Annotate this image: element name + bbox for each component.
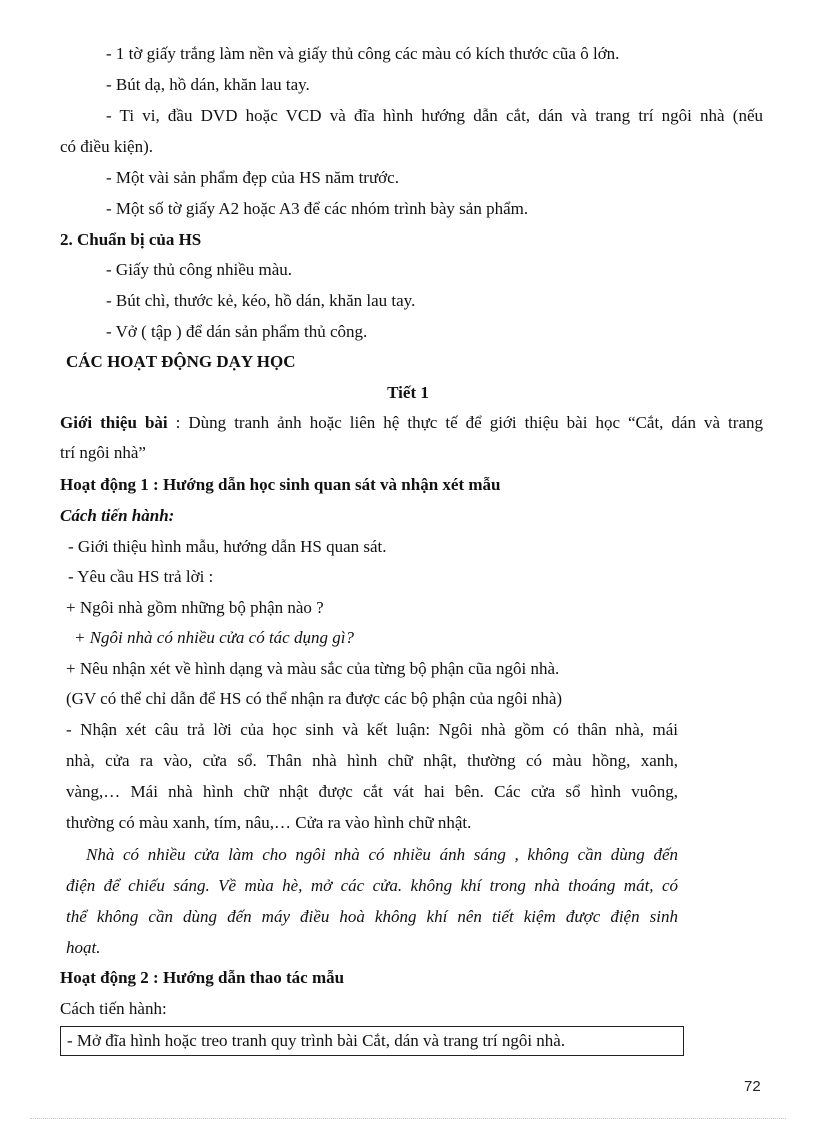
conclusion-line-1: - Nhận xét câu trả lời của học sinh và kết luận: Ngôi nhà gồm có thân nhà, mái [66,720,678,739]
energy-note-line-1: Nhà có nhiều cửa làm cho ngôi nhà có nhiều ánh sáng , không cần dùng đến [86,845,678,864]
intro-line-2: trí ngôi nhà” [60,443,146,462]
hs-material-3: - Vở ( tập ) để dán sản phẩm thủ công. [106,322,368,341]
energy-note-line-2: điện để chiếu sáng. Về mùa hè, mở các cửa. không khí trong nhà thoáng mát, có [66,876,678,895]
page-number: 72 [744,1078,761,1095]
material-line-1: - 1 tờ giấy trắng làm nền và giấy thủ công các màu có kích thước cũa ô lớn. [106,44,620,63]
activity-2-method-label: Cách tiến hành: [60,999,167,1018]
intro-line-1 [60,412,763,434]
material-line-3-cont: có điều kiện). [60,137,153,156]
activity-2-heading: Hoạt động 2 : Hướng dẫn thao tác mẫu [60,968,345,987]
footer-divider [30,1118,786,1119]
question-1: + Ngôi nhà gồm những bộ phận nào ? [66,598,324,617]
intro-label: Giới thiệu bài [60,413,168,432]
section-heading-hs: 2. Chuẩn bị của HS [60,230,202,249]
question-3: + Nêu nhận xét về hình dạng và màu sắc của từng bộ phận cũa ngôi nhà. [66,659,560,678]
hs-material-2: - Bút chì, thước kẻ, kéo, hồ dán, khăn lau tay. [106,291,416,310]
boxed-step-text: - Mở đĩa hình hoặc treo tranh quy trình bài Cắt, dán và trang trí ngôi nhà. [67,1031,566,1050]
energy-note-line-3: thể không cần dùng đến máy điều hoà không khí nên tiết kiệm được điện sinh [66,907,678,926]
energy-note-line-4: hoạt. [66,938,101,957]
question-2: + Ngôi nhà có nhiều cửa có tác dụng gì? [74,628,354,647]
activity-1-method-label: Cách tiến hành: [60,506,175,525]
conclusion-line-3: vàng,… Mái nhà hình chữ nhật được cắt vát hai bên. Các cửa sổ hình vuông, [66,782,678,801]
conclusion-line-4: thường có màu xanh, tím, nâu,… Cửa ra vào hình chữ nhật. [66,813,472,832]
lesson-period-title: Tiết 1 [387,383,429,402]
material-line-4: - Một vài sản phẩm đẹp của HS năm trước. [106,168,399,187]
section-heading-activities: CÁC HOẠT ĐỘNG DẠY HỌC [66,352,296,371]
teacher-note: (GV có thể chỉ dẫn để HS có thể nhận ra được các bộ phận của ngôi nhà) [66,689,563,708]
activity-1-step-2: - Yêu cầu HS trả lời : [68,567,214,586]
activity-1-step-1: - Giới thiệu hình mẫu, hướng dẫn HS quan sát. [68,537,387,556]
material-line-2: - Bút dạ, hồ dán, khăn lau tay. [106,75,310,94]
conclusion-line-2: nhà, cửa ra vào, cửa sổ. Thân nhà hình chữ nhật, thường có màu hồng, xanh, [66,751,678,770]
intro-text: : Dùng tranh ảnh hoặc liên hệ thực tế để giới thiệu bài học “Cắt, dán và trang [167,413,763,432]
material-line-5: - Một số tờ giấy A2 hoặc A3 để các nhóm trình bày sản phẩm. [106,199,529,218]
material-line-3: - Ti vi, đầu DVD hoặc VCD và đĩa hình hướng dẫn cắt, dán và trang trí ngôi nhà (nếu [106,106,763,125]
hs-material-1: - Giấy thủ công nhiều màu. [106,260,293,279]
boxed-step [60,1026,684,1056]
activity-1-heading: Hoạt động 1 : Hướng dẫn học sinh quan sát và nhận xét mẫu [60,475,501,494]
